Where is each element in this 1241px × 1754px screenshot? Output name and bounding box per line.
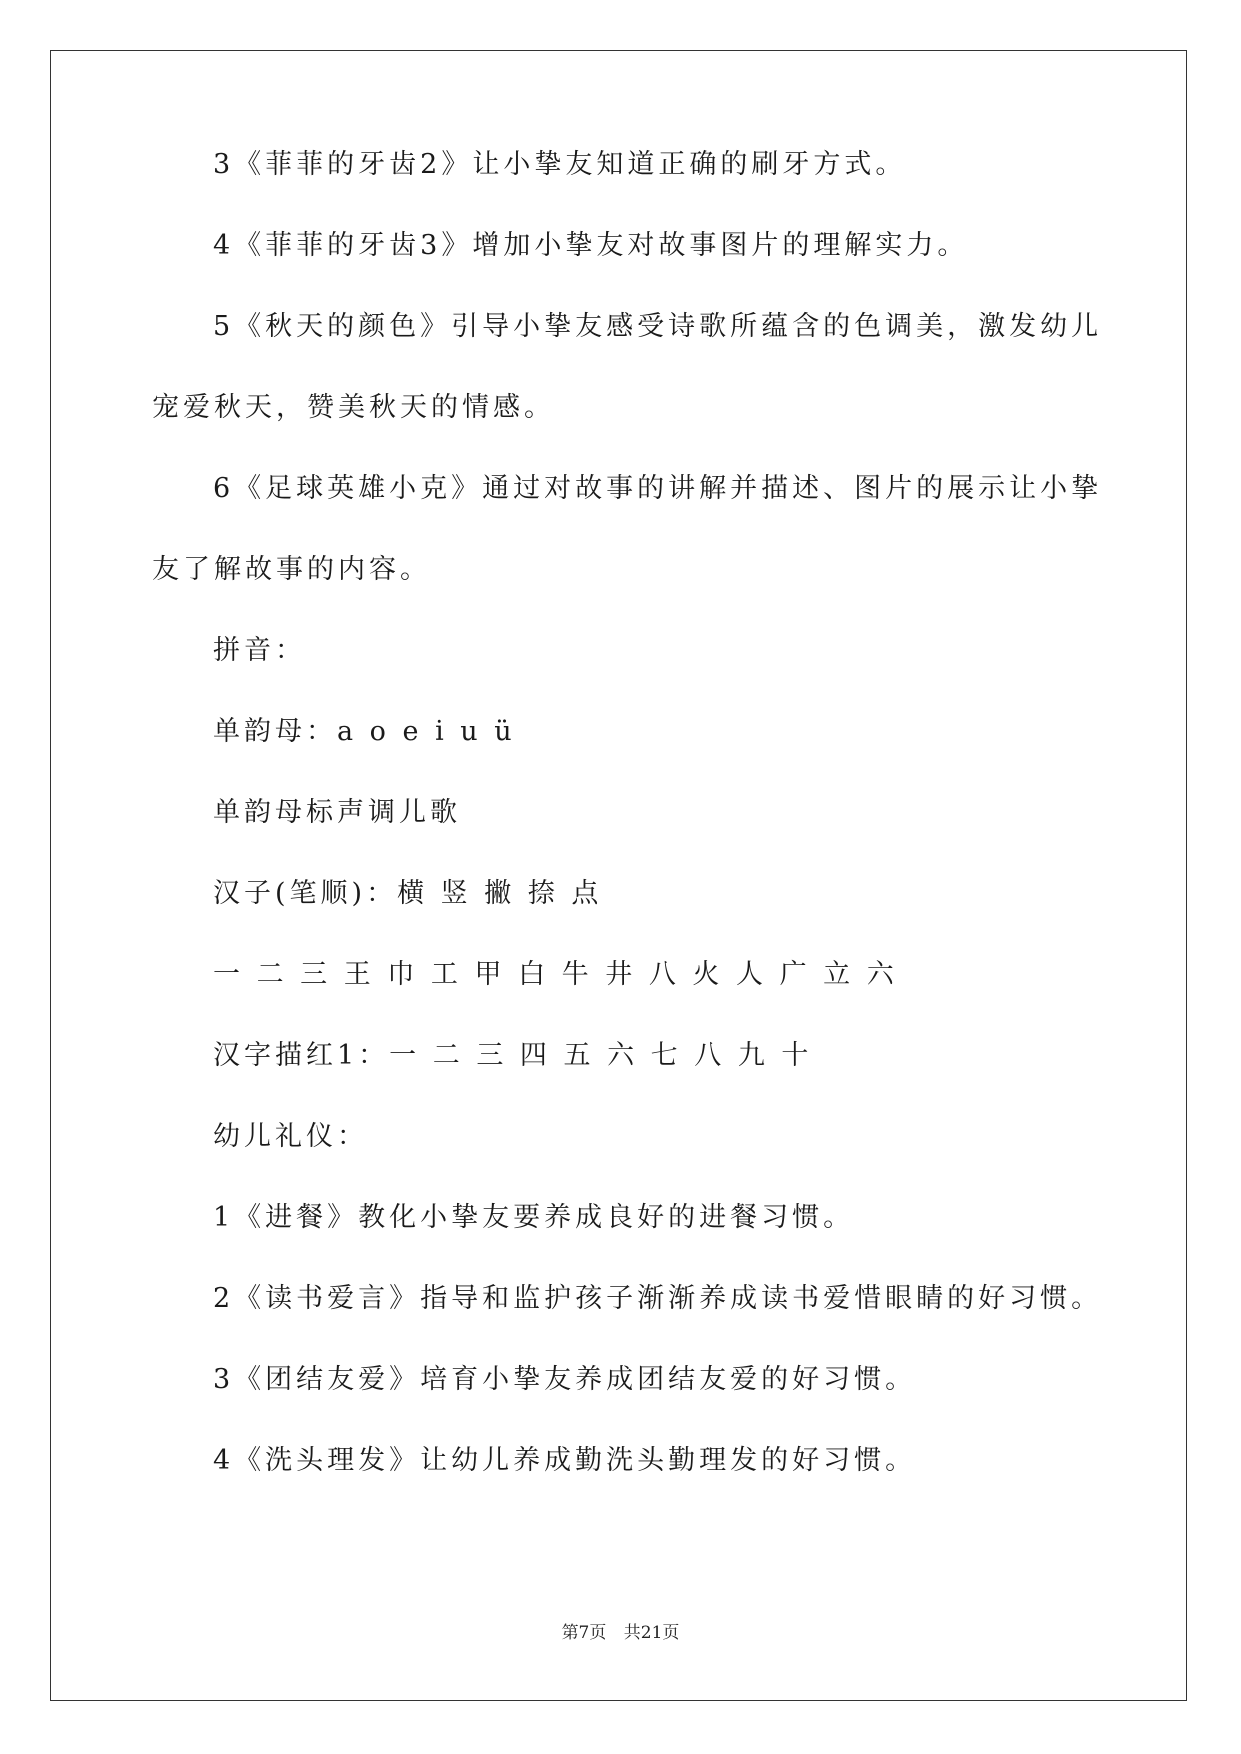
section-heading: 幼儿礼仪： [213, 1121, 368, 1152]
paragraph-line: 汉子(笔顺)：横 竖 撇 捺 点 [213, 878, 603, 909]
page-footer [0, 1618, 1241, 1643]
paragraph-line: 6《足球英雄小克》通过对故事的讲解并描述、图片的展示让小挚 [213, 473, 1103, 504]
paragraph-line: 2《读书爱言》指导和监护孩子渐渐养成读书爱惜眼睛的好习惯。 [213, 1283, 1103, 1314]
paragraph-line: 友了解故事的内容。 [152, 554, 431, 585]
paragraph-line: 1《进餐》教化小挚友要养成良好的进餐习惯。 [213, 1202, 855, 1233]
paragraph-line: 5《秋天的颜色》引导小挚友感受诗歌所蕴含的色调美，激发幼儿 [213, 311, 1103, 342]
paragraph-line: 单韵母：a o e i u ü [213, 716, 516, 747]
paragraph-line: 单韵母标声调儿歌 [213, 797, 461, 828]
paragraph-line: 3《团结友爱》培育小挚友养成团结友爱的好习惯。 [213, 1364, 917, 1395]
page-number-total: 共21页 [623, 1623, 680, 1643]
section-heading: 拼音： [213, 635, 306, 666]
document-body [152, 149, 1103, 1501]
paragraph-line: 4《洗头理发》让幼儿养成勤洗头勤理发的好习惯。 [213, 1445, 917, 1476]
paragraph-line: 汉字描红1：一 二 三 四 五 六 七 八 九 十 [213, 1040, 813, 1071]
paragraph-line: 宠爱秋天，赞美秋天的情感。 [152, 392, 555, 423]
paragraph-line: 一 二 三 王 巾 工 甲 白 牛 井 八 火 人 广 立 六 [213, 959, 898, 990]
paragraph-line: 4《菲菲的牙齿3》增加小挚友对故事图片的理解实力。 [213, 230, 969, 261]
page-number-current: 第7页 [561, 1623, 607, 1643]
paragraph-line: 3《菲菲的牙齿2》让小挚友知道正确的刷牙方式。 [213, 149, 907, 180]
